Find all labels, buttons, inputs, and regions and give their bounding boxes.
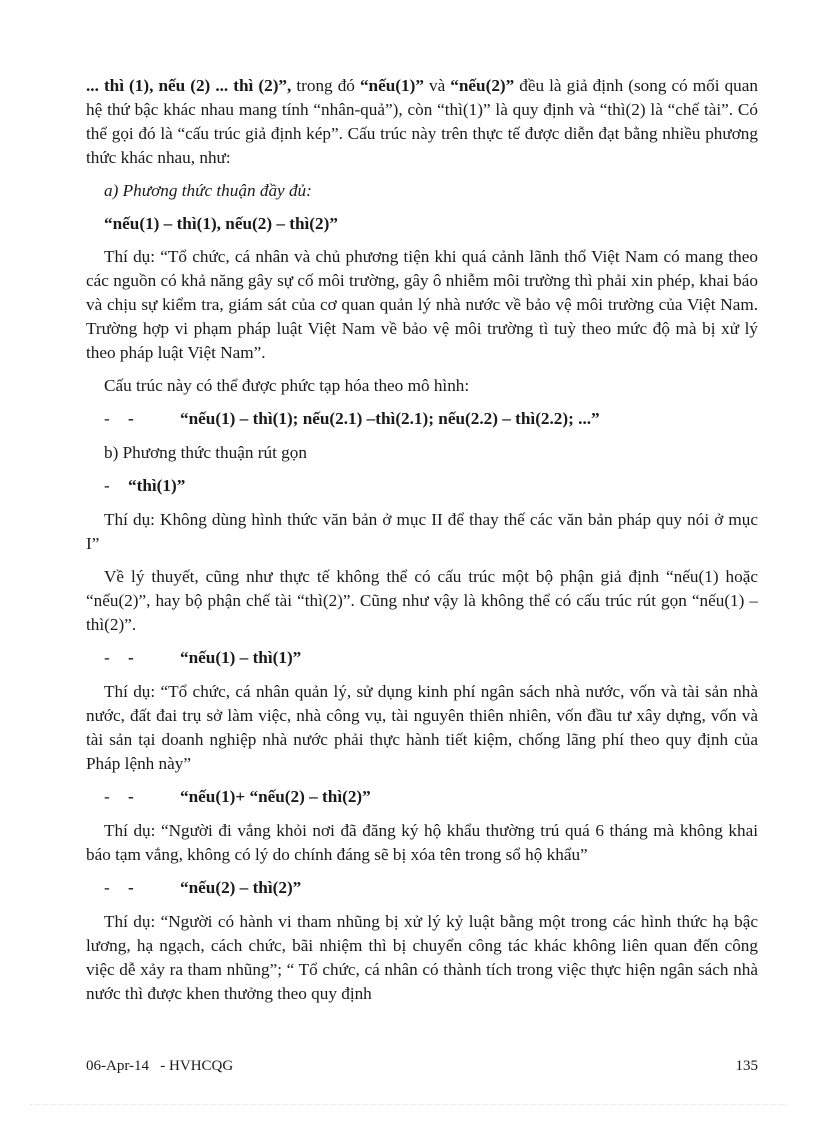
formula-4: “nếu(2) – thì(2)” <box>180 878 302 897</box>
complex-formula: “nếu(1) – thì(1); nếu(2.1) –thì(2.1); nếu(2.2) – thì(2.2); ...” <box>180 409 600 428</box>
bottom-divider <box>30 1104 786 1105</box>
page-footer <box>86 1058 758 1075</box>
formula-2-item <box>86 646 758 670</box>
document-page <box>86 74 758 1015</box>
intro-text: trong đó <box>291 76 360 95</box>
bullet-dash: - <box>104 476 110 495</box>
bullet-dash: - <box>128 648 134 667</box>
example-2: Thí dụ: “Tổ chức, cá nhân quản lý, sử dụng kinh phí ngân sách nhà nước, vốn và tài sản nhà nước, đất đai trụ sở làm việc, nhà công vụ, tài nguyên thiên nhiên, vốn đầu tư xây dựng, vốn và tài sản tại doanh nghiệp nhà nước phải thực hành tiết kiệm, chống lãng phí theo quy định của Pháp lệnh này” <box>86 682 758 773</box>
formula-4-item <box>86 876 758 900</box>
complex-intro: Cấu trúc này có thể được phức tạp hóa theo mô hình: <box>104 376 470 395</box>
footer-date: 06-Apr-14 <box>86 1058 150 1074</box>
complex-formula-item <box>86 407 758 431</box>
example-1: Thí dụ: Không dùng hình thức văn bản ở mục II để thay thế các văn bản pháp quy nói ở mục I” <box>86 510 758 553</box>
intro-term-2: “nếu(2)” <box>450 76 515 95</box>
intro-formula: ... thì (1), nếu (2) ... thì (2)”, <box>86 76 292 95</box>
example-4: Thí dụ: “Người có hành vi tham nhũng bị xử lý kỷ luật bằng một trong các hình thức hạ bậc lương, hạ ngạch, cách chức, bãi nhiệm thì bị chuyển công tác khác không liên quan đến công việc dễ xảy ra tham nhũng”; “ Tổ chức, cá nhân có thành tích trong việc thực hiện ngân sách nhà nước thì được khen thưởng theo quy định <box>86 912 758 1003</box>
theory-paragraph: Về lý thuyết, cũng như thực tế không thể có cấu trúc một bộ phận giả định “nếu(1) hoặc “nếu(2)”, hay bộ phận chế tài “thì(2)”. Cũng như vậy là không thể có cấu trúc rút gọn “nếu(1) – thì(2)”. <box>86 567 758 634</box>
example-3: Thí dụ: “Người đi vắng khỏi nơi đã đăng ký hộ khẩu thường trú quá 6 tháng mà không khai báo tạm vắng, không có lý do chính đáng sẽ bị xóa tên trong sổ hộ khẩu” <box>86 821 758 864</box>
intro-paragraph <box>86 74 758 170</box>
footer-org: - HVHCQG <box>160 1058 234 1074</box>
page-number: 135 <box>735 1058 758 1074</box>
section-a-example: Thí dụ: “Tổ chức, cá nhân và chủ phương tiện khi quá cảnh lãnh thổ Việt Nam có mang theo các nguồn có khả năng gây sự cố môi trường, gây ô nhiễm môi trường thì phải xin phép, khai báo và chịu sự kiểm tra, giám sát của cơ quan quản lý nhà nước về bảo vệ môi trường của Việt Nam. Trường hợp vi phạm pháp luật Việt Nam về bảo vệ môi trường tì tuỳ theo mức độ mà bị xử lý theo pháp luật Việt Nam”. <box>86 247 758 362</box>
intro-conj: và <box>423 76 451 95</box>
formula-3-item <box>86 785 758 809</box>
bullet-dash: - <box>128 787 134 806</box>
formula-1-item <box>86 474 758 498</box>
bullet-dash: - <box>104 648 110 667</box>
bullet-dash: - <box>128 878 134 897</box>
intro-term-1: “nếu(1)” <box>359 76 424 95</box>
bullet-dash: - <box>128 409 134 428</box>
section-a-formula: “nếu(1) – thì(1), nếu(2) – thì(2)” <box>104 214 338 233</box>
footer-left <box>86 1058 233 1075</box>
section-b-heading: b) Phương thức thuận rút gọn <box>104 443 307 462</box>
formula-2: “nếu(1) – thì(1)” <box>180 648 302 667</box>
section-a-heading: a) Phương thức thuận đầy đủ: <box>104 181 312 200</box>
bullet-dash: - <box>104 878 110 897</box>
intro-rest: đều là giả định (song có mối quan hệ thứ bậc khác nhau mang tính “nhân-quả”), còn “thì(1)” là quy định và “thì(2) là “chế tài”. Có thể gọi đó là “cấu trúc giả định kép”. Cấu trúc này trên thực tế được diễn đạt bằng nhiều phương thức khác nhau, như: <box>86 76 758 167</box>
formula-1: “thì(1)” <box>128 476 186 495</box>
bullet-dash: - <box>104 787 110 806</box>
bullet-dash: - <box>104 409 110 428</box>
formula-3: “nếu(1)+ “nếu(2) – thì(2)” <box>180 787 371 806</box>
